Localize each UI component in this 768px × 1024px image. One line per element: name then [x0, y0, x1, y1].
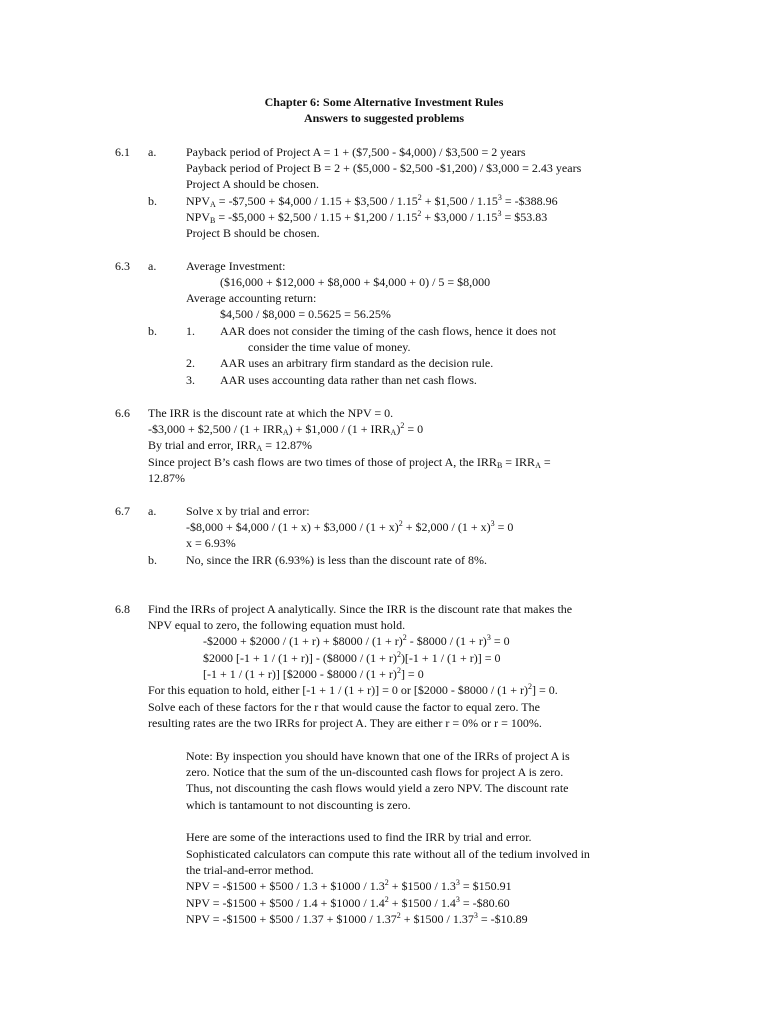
text-line: [-1 + 1 / (1 + r)] [$2000 - $8000 / $(1 + r)^2] = 0$ [203, 666, 424, 681]
text-line: 6.1 [115, 145, 130, 159]
text-line: $4,500 / $8,000 = 0.5625 = 56.25% [220, 307, 391, 321]
text-line: NPV equal to zero, the following equation must hold. [148, 618, 406, 632]
page-subtitle: Answers to suggested problems [303, 111, 465, 125]
text-line: Find the IRRs of project A analytically. Since the IRR is the discount rate that makes the [148, 602, 573, 616]
text-line: b. [148, 194, 157, 208]
text-line: The IRR is the discount rate at which the NPV = 0. [148, 406, 394, 420]
text-line: Here are some of the interactions used to find the IRR by trial and error. [186, 830, 532, 844]
text-line: AAR does not consider the timing of the cash flows, hence it does not [220, 324, 556, 338]
text-line: NPV = -$1500 + $500 / 1.4 + $1000 / $1.4^2$ + $1500 / $1.4^3$ = -$80.60 [186, 895, 510, 910]
text-line: Project B should be chosen. [186, 226, 320, 240]
text-line: 6.3 [115, 259, 130, 273]
text-line: Average accounting return: [186, 291, 317, 305]
text-line: 6.8 [115, 602, 130, 616]
text-line: the trial-and-error method. [186, 863, 314, 877]
text-line: zero. Notice that the sum of the un-discounted cash flows for project A is zero. [186, 765, 564, 779]
text-line: -$8,000 + $4,000 / (1 + x) + $3,000 / $(1 + x)^2$ + $2,000 / $(1 + x)^3 = 0$ [186, 519, 514, 534]
text-line: $2000 [-1 + 1 / (1 + r)] - ($8000 / $(1 + r)^2)[-1 + 1 / (1 + r)] = 0$ [203, 650, 501, 665]
text-line: 1. [186, 324, 195, 338]
text-line: x = 6.93% [186, 536, 236, 550]
text-line: Average Investment: [186, 259, 286, 273]
text-line: -$3,000 + $2,500 / $(1 + IRR_A)$ + $1,000 / $(1 + IRR_A)^2 = 0$ [148, 421, 424, 437]
text-line: Payback period of Project B = 2 + ($5,000 - $2,500 -$1,200) / $3,000 = 2.43 years [186, 161, 582, 175]
text-line: $NPV_B$ = -$5,000 + $2,500 / 1.15 + $1,200 / $1.15^2$ + $3,000 / $1.15^3$ = $53.83 [186, 209, 548, 225]
text-line: which is tantamount to not discounting is zero. [186, 798, 411, 812]
text-line: b. [148, 553, 157, 567]
text-line: No, since the IRR (6.93%) is less than the discount rate of 8%. [186, 553, 487, 567]
text-line: ($16,000 + $12,000 + $8,000 + $4,000 + 0) / 5 = $8,000 [220, 275, 491, 289]
text-line: a. [148, 259, 157, 273]
text-line: Thus, not discounting the cash flows would yield a zero NPV. The discount rate [186, 781, 569, 795]
text-line: Payback period of Project A = 1 + ($7,500 - $4,000) / $3,500 = 2 years [186, 145, 526, 159]
text-line: Solve each of these factors for the r that would cause the factor to equal zero. The [148, 700, 540, 714]
text-line: Sophisticated calculators can compute this rate without all of the tedium involved in [186, 847, 590, 861]
text-line: a. [148, 145, 157, 159]
text-line: consider the time value of money. [248, 340, 411, 354]
text-line: resulting rates are the two IRRs for project A. They are either r = 0% or r = 100%. [148, 716, 542, 730]
text-line: -$2000 + $2000 / (1 + r) + $8000 / $(1 + r)^2$ - $8000 / $(1 + r)^3 = 0$ [203, 633, 510, 648]
text-line: NPV = -$1500 + $500 / 1.37 + $1000 / $1.37^2$ + $1500 / $1.37^3$ = -$10.89 [186, 911, 528, 926]
text-line: $NPV_A$ = -$7,500 + $4,000 / 1.15 + $3,500 / $1.15^2$ + $1,500 / $1.15^3$ = -$388.96 [186, 193, 558, 209]
text-line: b. [148, 324, 157, 338]
text-line: 6.7 [115, 504, 130, 518]
text-line: AAR uses an arbitrary firm standard as the decision rule. [220, 356, 494, 370]
text-line: 3. [186, 373, 195, 387]
text-line: a. [148, 504, 157, 518]
text-line: Project A should be chosen. [186, 177, 319, 191]
text-line: Solve x by trial and error: [186, 504, 310, 518]
text-line: Since project B’s cash flows are two times of those of project A, the $IRR_B = IRR_A$ = [148, 455, 551, 470]
text-line: 12.87% [148, 471, 185, 485]
page-title: Chapter 6: Some Alternative Investment Rules [264, 95, 504, 109]
text-line: By trial and error, $IRR_A = 12.87\%$ [148, 438, 313, 453]
text-line: Note: By inspection you should have known that one of the IRRs of project A is [186, 749, 570, 763]
text-line: For this equation to hold, either [-1 + 1 / (1 + r)] = 0 or [$2000 - $8000 / $(1 + r)^2] = 0$. [148, 682, 558, 697]
text-line: AAR uses accounting data rather than net cash flows. [220, 373, 477, 387]
text-line: NPV = -$1500 + $500 / 1.3 + $1000 / $1.3^2$ + $1500 / $1.3^3$ = $150.91 [186, 878, 512, 893]
text-line: 2. [186, 356, 195, 370]
text-line: 6.6 [115, 406, 130, 420]
